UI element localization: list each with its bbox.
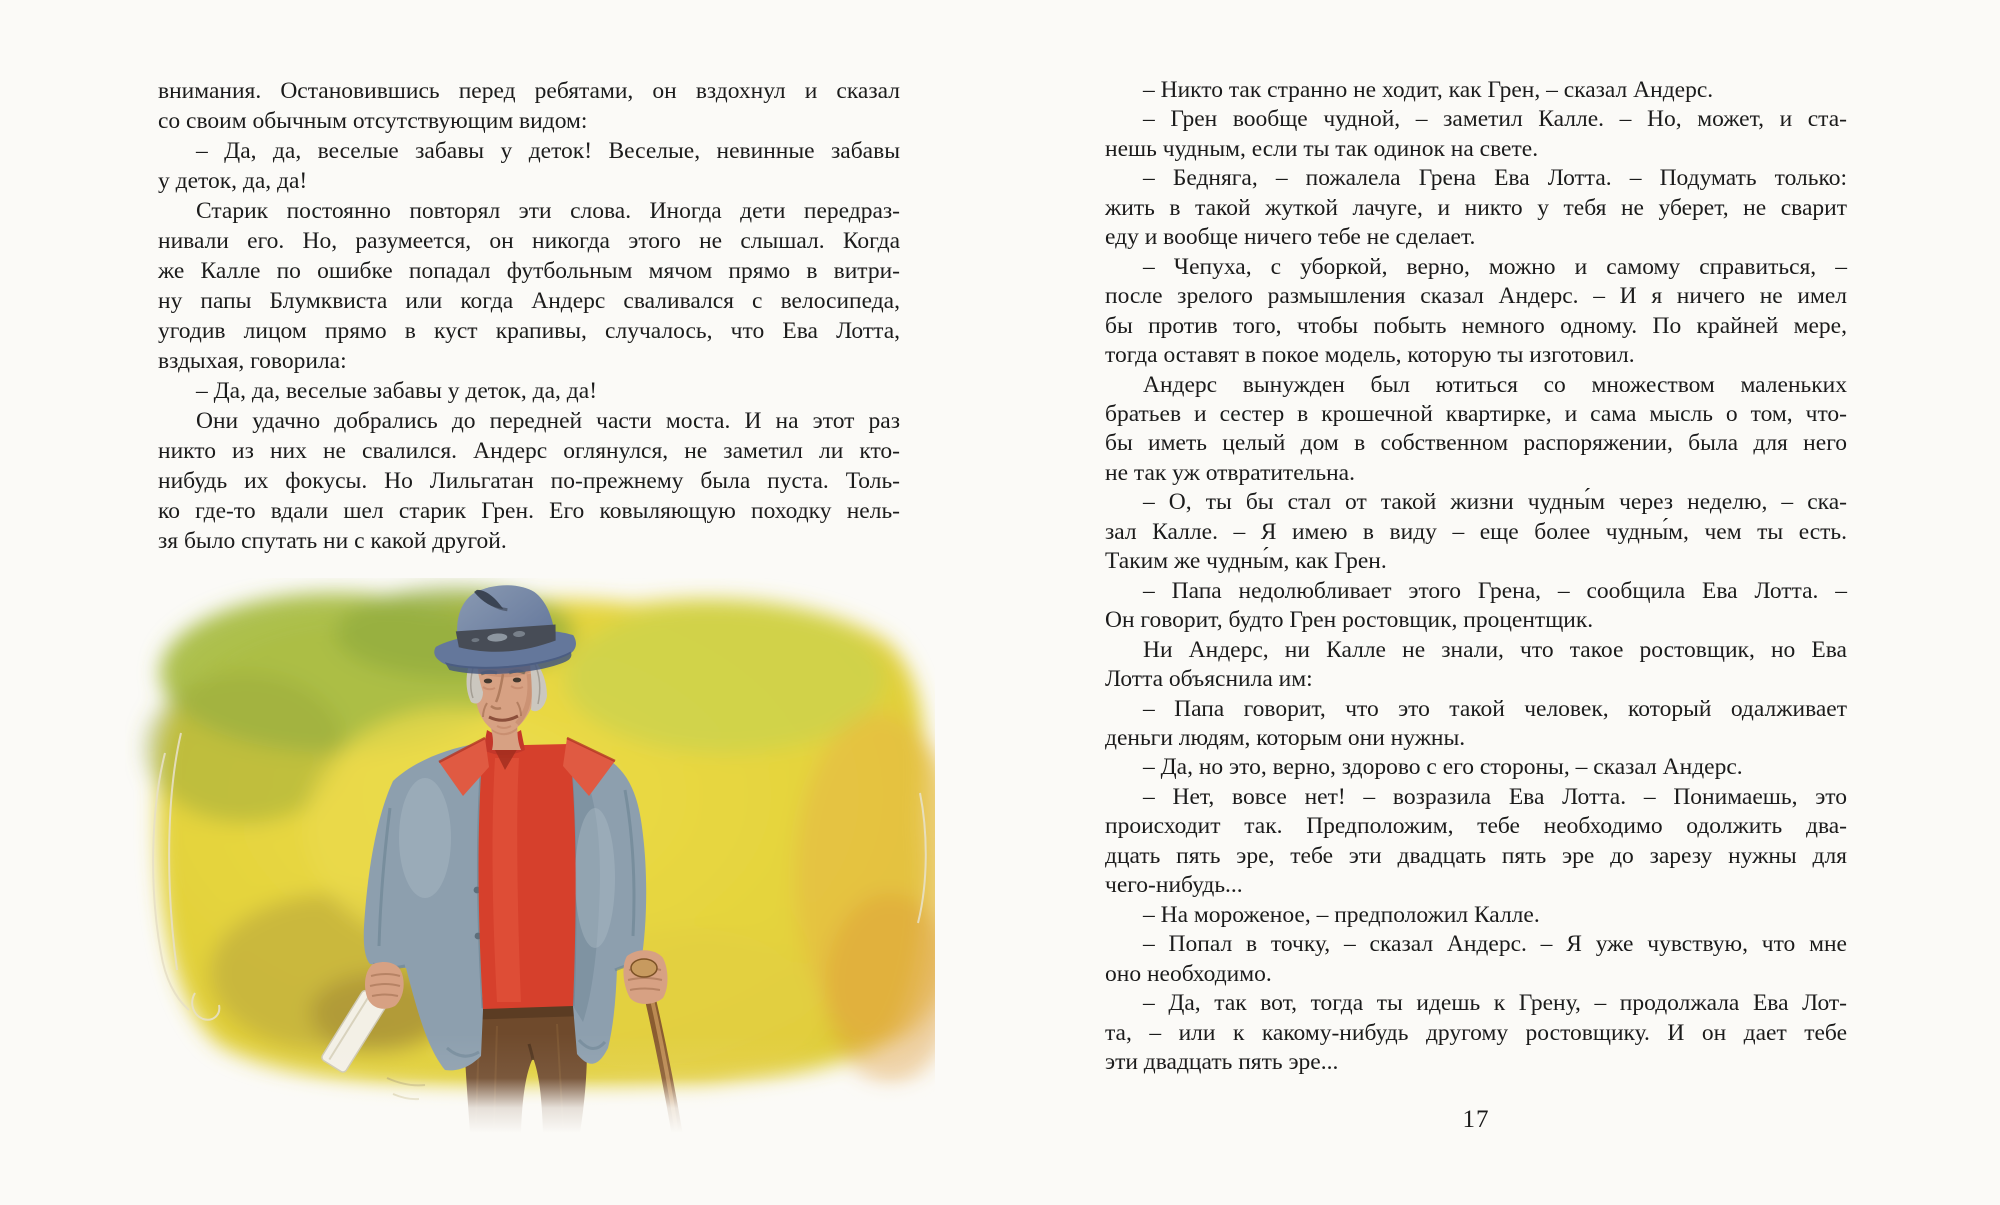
text-line: – Нет, вовсе нет! – возразила Ева Лотта. – Понимаешь, это [1143, 783, 1847, 810]
left-page-text [158, 76, 900, 556]
text-line: нешь чудным, если ты так одинок на свете. [1105, 135, 1539, 162]
text-line: – Чепуха, с уборкой, верно, можно и самому справиться, – [1143, 253, 1847, 280]
gren-illustration-svg [125, 578, 935, 1133]
text-line: бы иметь целый дом в собственном распоряжении, была для него [1105, 430, 1847, 457]
page-number: 17 [1462, 1106, 1490, 1133]
text-line: угодив лицом прямо в куст крапивы, случалось, что Ева Лотта, [158, 318, 900, 344]
text-line: происходит так. Предположим, тебе необходимо одолжить два- [1105, 813, 1847, 840]
text-line: – Да, но это, верно, здорово с его стороны, – сказал Андерс. [1143, 754, 1743, 781]
text-line: Ни Андерс, ни Калле не знали, что такое ростовщик, но Ева [1143, 636, 1847, 663]
text-line: Таким же чудны́м, как Грен. [1105, 548, 1387, 575]
text-line: – Да, да, веселые забавы у деток! Веселые, невинные забавы [196, 138, 900, 164]
gren-illustration [125, 578, 935, 1133]
text-line: тогда оставят в покое модель, которую ты изготовил. [1105, 342, 1635, 369]
cane-knob [631, 959, 657, 977]
text-line: еду и вообще ничего тебе не сделает. [1105, 224, 1476, 251]
text-line: братьев и сестер в крошечной квартирке, и сама мысль о том, что- [1105, 400, 1847, 427]
text-line: оно необходимо. [1105, 960, 1272, 987]
text-line: – Никто так странно не ходит, как Грен, – сказал Андерс. [1143, 77, 1714, 103]
text-line: внимания. Остановившись перед ребятами, он вздохнул и сказал [158, 78, 900, 104]
text-line: та, – или к какому-нибудь другому ростовщику. И он дает тебе [1105, 1019, 1847, 1046]
text-line: – Да, так вот, тогда ты идешь к Грену, – продолжала Ева Лот- [1143, 990, 1847, 1017]
text-line: ко где-то вдали шел старик Грен. Его ковыляющую походку нель- [158, 498, 900, 524]
text-line: нибудь их фокусы. Но Лильгатан по-прежнему была пуста. Толь- [158, 468, 900, 494]
text-line: бы против того, чтобы побыть немного одному. По крайней мере, [1105, 312, 1847, 339]
text-line: дцать пять эре, тебе эти двадцать пять эре до зарезу нужны для [1105, 842, 1847, 869]
text-line: у деток, да, да! [158, 168, 308, 194]
text-line: нивали его. Но, разумеется, он никогда этого не слышал. Когда [158, 228, 900, 254]
bottom-fade [125, 1033, 935, 1133]
text-line: ну папы Блумквиста или когда Андерс сваливался с велосипеда, [158, 288, 900, 314]
text-line: же Калле по ошибке попадал футбольным мячом прямо в витри- [158, 258, 900, 284]
text-line: Старик постоянно повторял эти слова. Иногда дети передраз- [196, 198, 900, 224]
text-line: не так уж отвратительна. [1105, 459, 1355, 486]
right-page-text [1105, 76, 1847, 1077]
text-line: эти двадцать пять эре... [1105, 1048, 1339, 1075]
text-line: Они удачно добрались до передней части моста. И на этот раз [196, 408, 900, 434]
text-line: – Папа недолюбливает этого Грена, – сообщила Ева Лотта. – [1143, 577, 1847, 604]
text-line: – Грен вообще чудной, – заметил Калле. – Но, может, и ста- [1143, 106, 1847, 133]
text-line: вздыхая, говорила: [158, 348, 347, 374]
text-line: зя было спутать ни с какой другой. [158, 528, 507, 554]
text-line: – О, ты бы стал от такой жизни чудны́м через неделю, – ска- [1143, 489, 1847, 516]
right-page [1000, 0, 2000, 1205]
text-line: чего-нибудь... [1105, 872, 1243, 899]
text-line: – Папа говорит, что это такой человек, который одалживает [1143, 695, 1847, 722]
text-line: со своим обычным отсутствующим видом: [158, 108, 588, 134]
text-line: – Бедняга, – пожалела Грена Ева Лотта. – Подумать только: [1143, 165, 1847, 192]
text-line: Лотта объяснила им: [1105, 666, 1313, 693]
text-line: – Да, да, веселые забавы у деток, да, да! [196, 378, 598, 404]
text-line: – Попал в точку, – сказал Андерс. – Я уже чувствую, что мне [1143, 931, 1847, 958]
text-line: зал Калле. – Я имею в виду – еще более чудны́м, чем ты есть. [1105, 518, 1847, 545]
right-hand [623, 950, 667, 1004]
text-line: – На мороженое, – предположил Калле. [1143, 901, 1540, 928]
text-line: Андерс вынужден был ютиться со множеством маленьких [1143, 371, 1847, 398]
text-line: никто из них не свалился. Андерс оглянулся, не заметил ли кто- [158, 438, 900, 464]
text-line: деньги людям, которым они нужны. [1105, 724, 1466, 751]
text-line: жить в такой жуткой лачуге, и никто у тебя не уберет, не сварит [1105, 194, 1847, 221]
text-line: после зрелого размышления сказал Андерс. – И я ничего не имел [1105, 283, 1847, 310]
text-line: Он говорит, будто Грен ростовщик, процентщик. [1105, 607, 1594, 634]
